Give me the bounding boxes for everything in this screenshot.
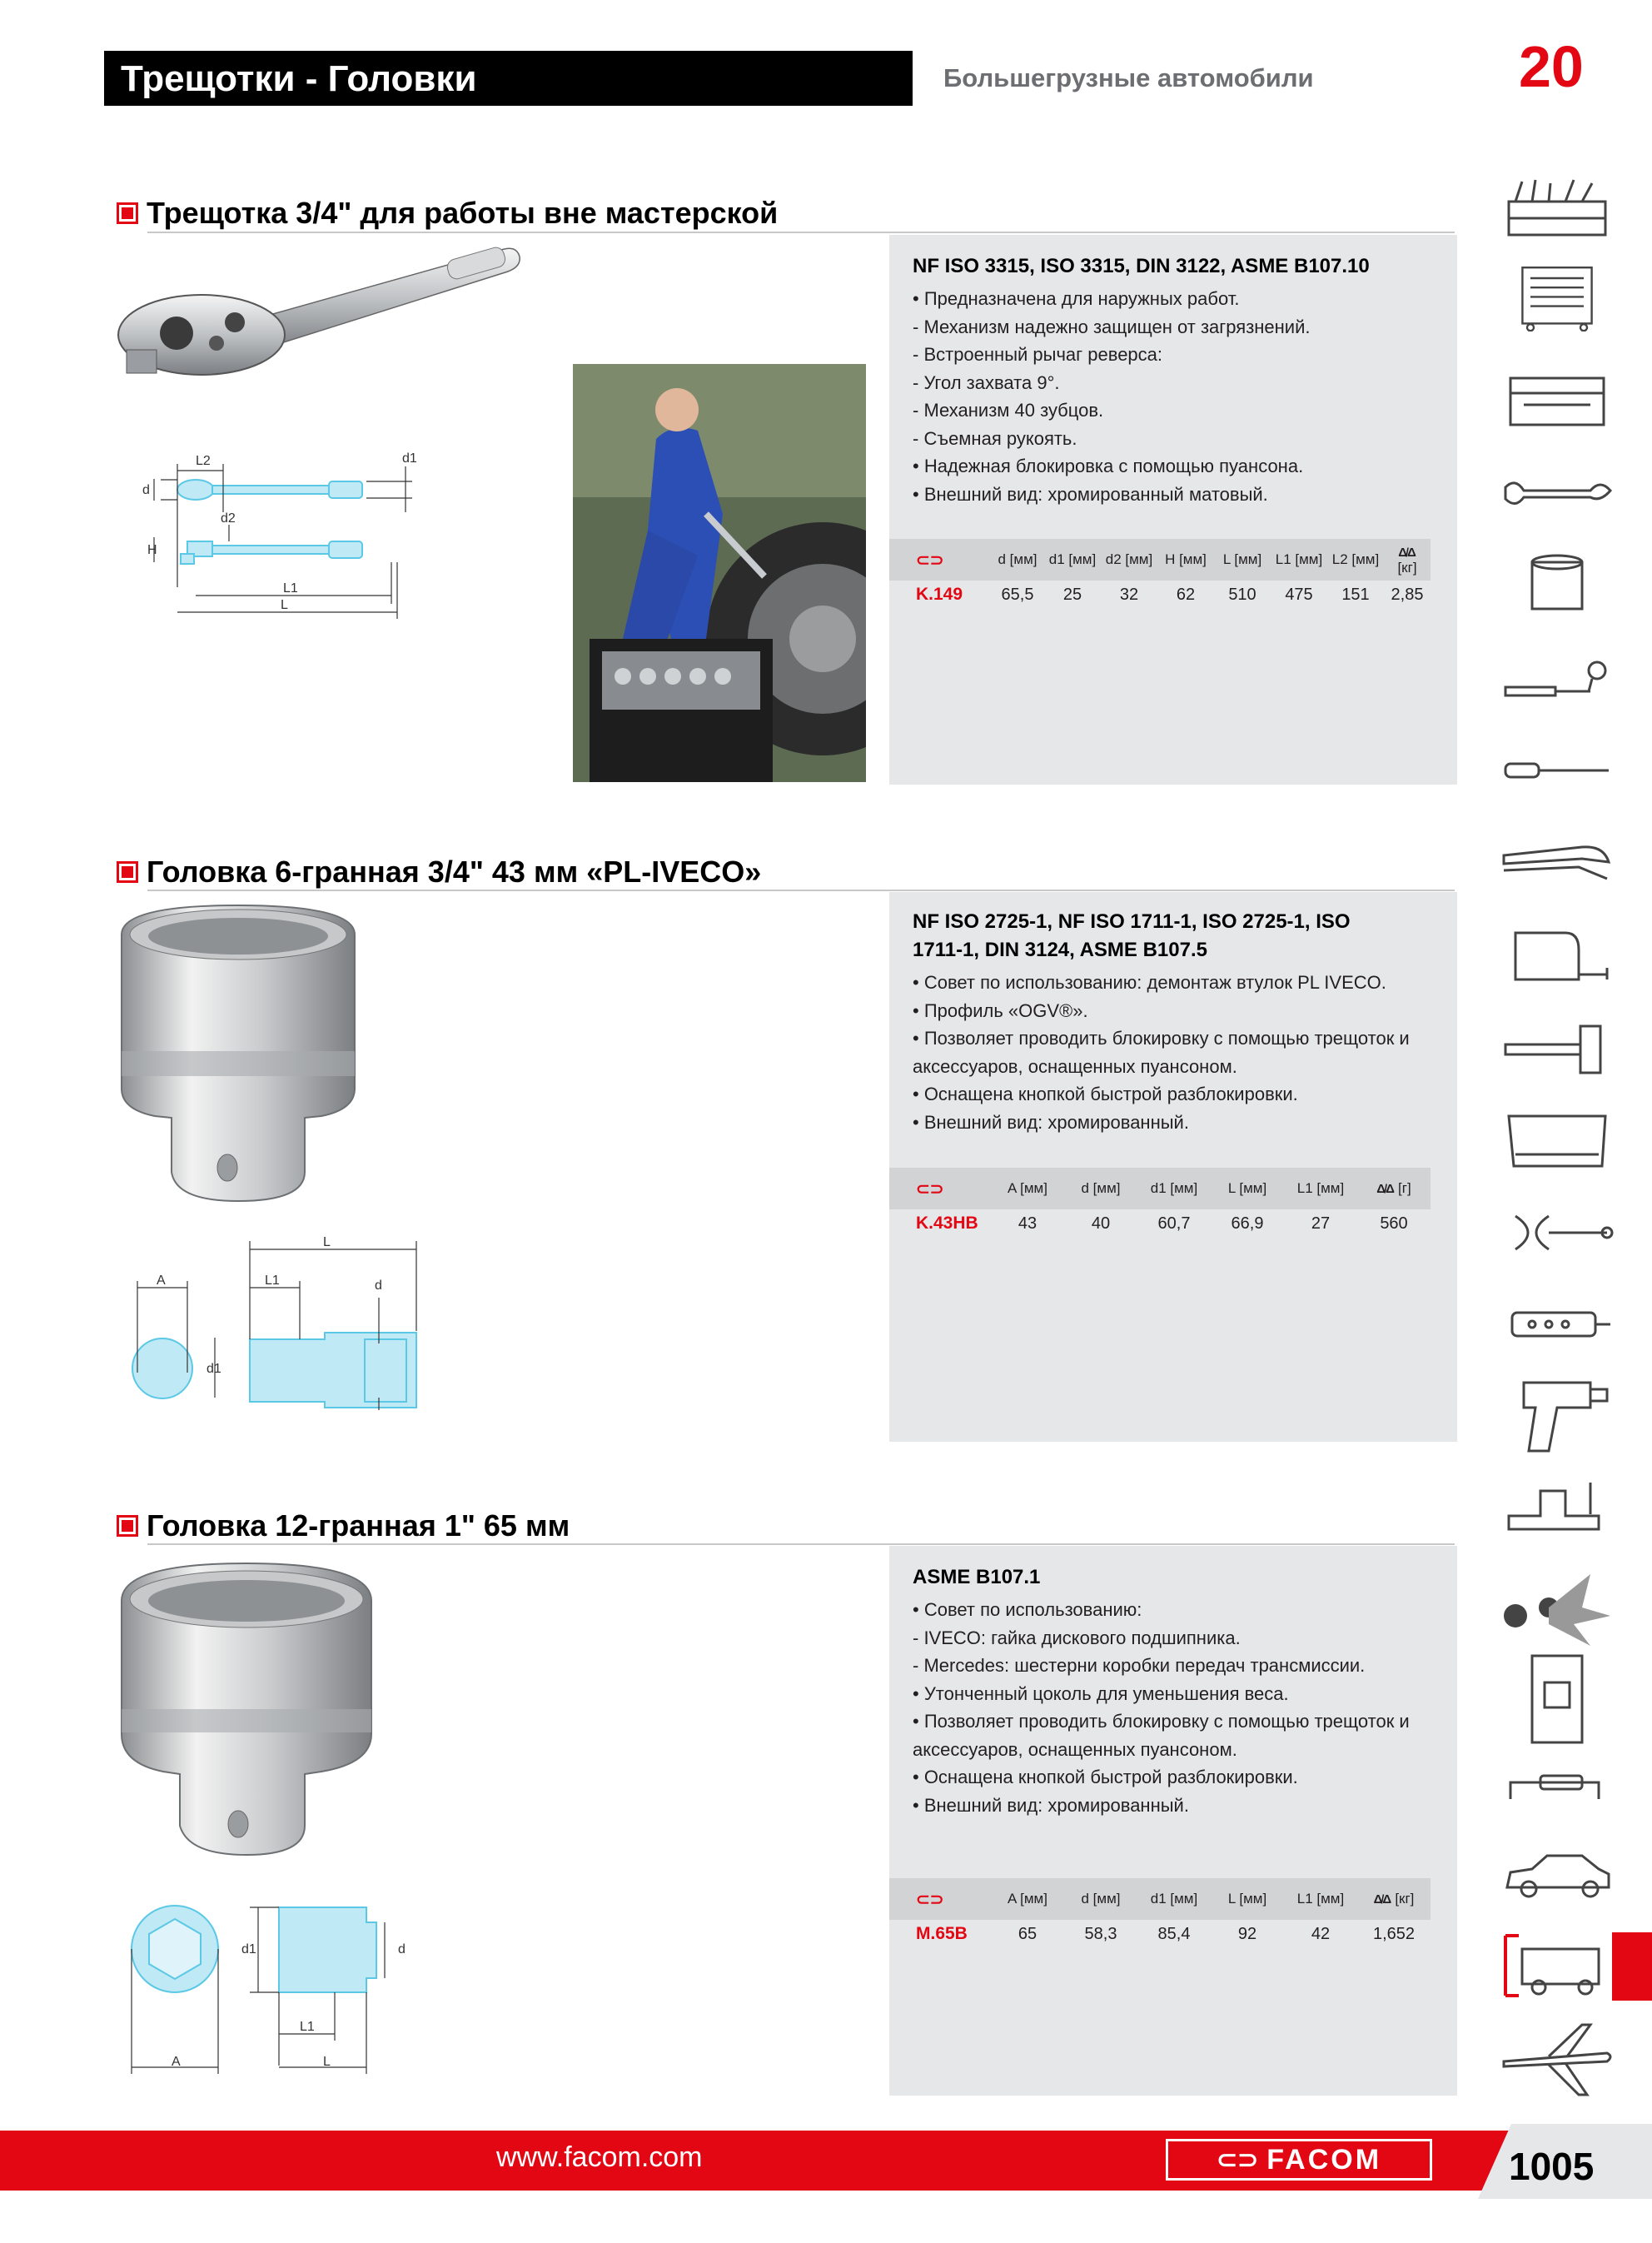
dim-label: L2 xyxy=(196,454,211,468)
table-header: A [мм] xyxy=(991,1168,1064,1209)
description-item: • Позволяет проводить блокировку с помощью трещоток и xyxy=(913,1711,1410,1732)
spec-table xyxy=(889,1168,1431,1238)
spec-table xyxy=(889,539,1431,609)
table-cell: 65,5 xyxy=(1001,585,1034,604)
dim-label: A xyxy=(157,1274,166,1288)
section-rule xyxy=(147,1543,1455,1545)
table-cell: 32 xyxy=(1119,585,1139,604)
description-item: - IVECO: гайка дискового подшипника. xyxy=(913,1627,1241,1648)
description-item: • Внешний вид: хромированный матовый. xyxy=(913,483,1268,505)
product-ref: K.149 xyxy=(916,585,963,604)
car-icon[interactable] xyxy=(1499,1841,1615,1907)
table-header: L [мм] xyxy=(1211,1878,1284,1920)
facom-logo-icon: ⊂⊃ xyxy=(889,1878,991,1920)
website-link[interactable]: www.facom.com xyxy=(496,2141,703,2173)
page-subtitle: Большегрузные автомобили xyxy=(943,63,1314,92)
table-cell: 475 xyxy=(1285,585,1313,604)
description-list xyxy=(913,285,1311,508)
table-cell: 560 xyxy=(1380,1214,1408,1233)
table-cell: 85,4 xyxy=(1157,1924,1191,1943)
description-item: аксессуаров, оснащенных пуансоном. xyxy=(913,1055,1237,1077)
dim-label: d1 xyxy=(241,1942,256,1956)
dim-label: d xyxy=(375,1279,382,1293)
table-row xyxy=(889,1209,1431,1238)
section-title: Головка 6-гранная 3/4" 43 мм «PL-IVECO» xyxy=(117,855,761,890)
section-rule xyxy=(147,232,1455,233)
table-header: Δ̸Δ [кг] xyxy=(1357,1878,1431,1920)
description-item: - Mercedes: шестерни коробки передач трансмиссии. xyxy=(913,1655,1366,1676)
product-ref: M.65B xyxy=(916,1924,968,1943)
table-cell: 66,9 xyxy=(1231,1214,1264,1233)
safety-icon[interactable] xyxy=(1499,1566,1615,1649)
spec-table xyxy=(889,1878,1431,1948)
dim-label: L xyxy=(323,2055,331,2069)
torque-wrench-icon[interactable] xyxy=(1499,1757,1615,1824)
electrical-icon[interactable] xyxy=(1499,1649,1615,1749)
dim-label: d1 xyxy=(402,451,417,466)
description-item: • Позволяет проводить блокировку с помощью трещоток и xyxy=(913,1028,1410,1049)
description-item: • Совет по использованию: xyxy=(913,1599,1142,1620)
truck-icon[interactable] xyxy=(1499,1932,1615,1999)
table-header: d1 [мм] xyxy=(1137,1878,1211,1920)
socket-image xyxy=(113,901,363,1205)
section-title: Трещотка 3/4" для работы вне мастерской xyxy=(117,196,778,231)
chapter-number: 20 xyxy=(1519,34,1584,99)
table-cell: 151 xyxy=(1341,585,1370,604)
dim-label: L1 xyxy=(300,2020,315,2034)
description-item: • Предназначена для наружных работ. xyxy=(913,288,1240,309)
toolbox-icon[interactable] xyxy=(1499,177,1615,243)
table-header-row xyxy=(889,1168,1431,1209)
table-cell: 40 xyxy=(1091,1214,1111,1233)
socket-dimension-drawing xyxy=(117,1899,433,2091)
socket-image xyxy=(113,1559,380,1859)
dim-label: d2 xyxy=(221,511,236,526)
table-cell: 510 xyxy=(1228,585,1256,604)
table-header: L1 [мм] xyxy=(1284,1878,1357,1920)
table-cell: 2,85 xyxy=(1391,585,1424,604)
standard-text: NF ISO 2725-1, NF ISO 1711-1, ISO 2725-1, ISO 1711-1, DIN 3124, ASME B107.5 xyxy=(913,910,1351,961)
dim-label: L1 xyxy=(265,1274,280,1288)
table-cell: 65 xyxy=(1018,1924,1037,1943)
weight-icon: Δ̸Δ xyxy=(1398,545,1416,560)
description-item: - Механизм надежно защищен от загрязнений. xyxy=(913,316,1311,337)
table-header: Δ̸Δ [кг] xyxy=(1384,539,1431,581)
description-item: - Механизм 40 зубцов. xyxy=(913,400,1104,421)
aircraft-icon[interactable] xyxy=(1499,2020,1615,2103)
table-row xyxy=(889,1920,1431,1948)
table-cell: 25 xyxy=(1062,585,1082,604)
dim-label: L xyxy=(323,1235,331,1249)
description-list xyxy=(913,969,1410,1136)
vise-icon[interactable] xyxy=(1499,1474,1615,1541)
table-header: d1 [мм] xyxy=(1137,1168,1211,1209)
impact-wrench-icon[interactable] xyxy=(1499,1374,1615,1458)
table-header: A [мм] xyxy=(991,1878,1064,1920)
table-header: d [мм] xyxy=(1064,1878,1137,1920)
table-header: d2 [мм] xyxy=(1101,539,1157,581)
table-cell: 92 xyxy=(1237,1924,1257,1943)
wrench-icon[interactable] xyxy=(1499,462,1615,529)
puller-icon[interactable] xyxy=(1499,1199,1615,1266)
ratchet-icon[interactable] xyxy=(1499,654,1615,720)
dim-label: d xyxy=(142,483,150,497)
table-header: d [мм] xyxy=(1064,1168,1137,1209)
dim-label: H xyxy=(147,543,157,557)
dim-label: d1 xyxy=(206,1362,221,1376)
page-number: 1005 xyxy=(1509,2145,1595,2188)
screwdriver-icon[interactable] xyxy=(1499,737,1615,804)
tester-icon[interactable] xyxy=(1499,1291,1615,1358)
section-marker-icon xyxy=(117,1515,138,1537)
description-item: • Совет по использованию: демонтаж втулок PL IVECO. xyxy=(913,972,1386,993)
table-header: H [мм] xyxy=(1157,539,1214,581)
table-header: L1 [мм] xyxy=(1271,539,1327,581)
table-cell: 62 xyxy=(1176,585,1196,604)
page-title: Трещотки - Головки xyxy=(121,58,477,99)
hammer-icon[interactable] xyxy=(1499,1016,1615,1083)
description-item: аксессуаров, оснащенных пуансоном. xyxy=(913,1738,1237,1760)
ratchet-dimension-drawing xyxy=(137,429,420,621)
socket-dimension-drawing xyxy=(117,1231,433,1414)
table-cell: 1,652 xyxy=(1372,1924,1416,1943)
description-item: • Оснащена кнопкой быстрой разблокировки. xyxy=(913,1767,1298,1787)
description-item: • Внешний вид: хромированный. xyxy=(913,1111,1189,1133)
standard-text: NF ISO 3315, ISO 3315, DIN 3122, ASME B107.10 xyxy=(913,255,1370,277)
ratchet-image xyxy=(110,243,526,418)
tool-chest-icon[interactable] xyxy=(1499,366,1615,433)
table-cell: 60,7 xyxy=(1157,1214,1191,1233)
table-row xyxy=(889,581,1431,609)
description-item: • Надежная блокировка с помощью пуансона. xyxy=(913,456,1304,476)
weight-icon: Δ̸Δ xyxy=(1376,1182,1399,1196)
table-header: d1 [мм] xyxy=(1044,539,1101,581)
description-item: • Утонченный цоколь для уменьшения веса. xyxy=(913,1682,1289,1704)
table-header: L [мм] xyxy=(1214,539,1271,581)
dim-label: L1 xyxy=(283,581,298,596)
section-rule xyxy=(147,890,1455,891)
dim-label: A xyxy=(172,2055,181,2069)
tool-cabinet-icon[interactable] xyxy=(1499,265,1615,331)
socket-icon[interactable] xyxy=(1499,554,1615,621)
section-marker-icon xyxy=(117,202,138,224)
table-header-row xyxy=(889,539,1431,581)
facom-logo-icon: ⊂⊃ xyxy=(889,1168,991,1209)
weight-icon: Δ̸Δ xyxy=(1373,1892,1396,1907)
section-title: Головка 12-гранная 1" 65 мм xyxy=(117,1508,570,1543)
standard-text: ASME B107.1 xyxy=(913,1566,1041,1588)
hacksaw-icon[interactable] xyxy=(1499,1108,1615,1174)
table-cell: 58,3 xyxy=(1084,1924,1117,1943)
pliers-icon[interactable] xyxy=(1499,829,1615,895)
mechanic-photo xyxy=(573,364,866,782)
table-header: Δ̸Δ [г] xyxy=(1357,1168,1431,1209)
active-category-tab xyxy=(1612,1932,1652,2001)
facom-logo: ⊂⊃ FACOM xyxy=(1166,2139,1432,2181)
description-list xyxy=(913,1596,1410,1819)
section-marker-icon xyxy=(117,861,138,883)
table-header: L2 [мм] xyxy=(1327,539,1384,581)
description-item: - Встроенный рычаг реверса: xyxy=(913,344,1163,365)
description-item: - Съемная рукоять. xyxy=(913,427,1077,449)
table-cell: 42 xyxy=(1311,1924,1331,1943)
table-header-row xyxy=(889,1878,1431,1920)
dim-label: L xyxy=(281,598,288,612)
description-item: • Профиль «OGV®». xyxy=(913,999,1088,1021)
description-item: • Оснащена кнопкой быстрой разблокировки. xyxy=(913,1084,1298,1104)
tape-measure-icon[interactable] xyxy=(1499,925,1615,991)
facom-logo-icon: ⊂⊃ xyxy=(889,539,991,581)
dim-label: d xyxy=(398,1942,406,1956)
table-cell: 27 xyxy=(1311,1214,1331,1233)
table-cell: 43 xyxy=(1018,1214,1037,1233)
product-ref: K.43HB xyxy=(916,1214,978,1233)
table-header: L [мм] xyxy=(1211,1168,1284,1209)
facom-symbol-icon: ⊂⊃ xyxy=(1216,2146,1259,2174)
table-header: d [мм] xyxy=(991,539,1044,581)
table-header: L1 [мм] xyxy=(1284,1168,1357,1209)
description-item: • Внешний вид: хромированный. xyxy=(913,1794,1189,1816)
description-item: - Угол захвата 9°. xyxy=(913,371,1060,393)
